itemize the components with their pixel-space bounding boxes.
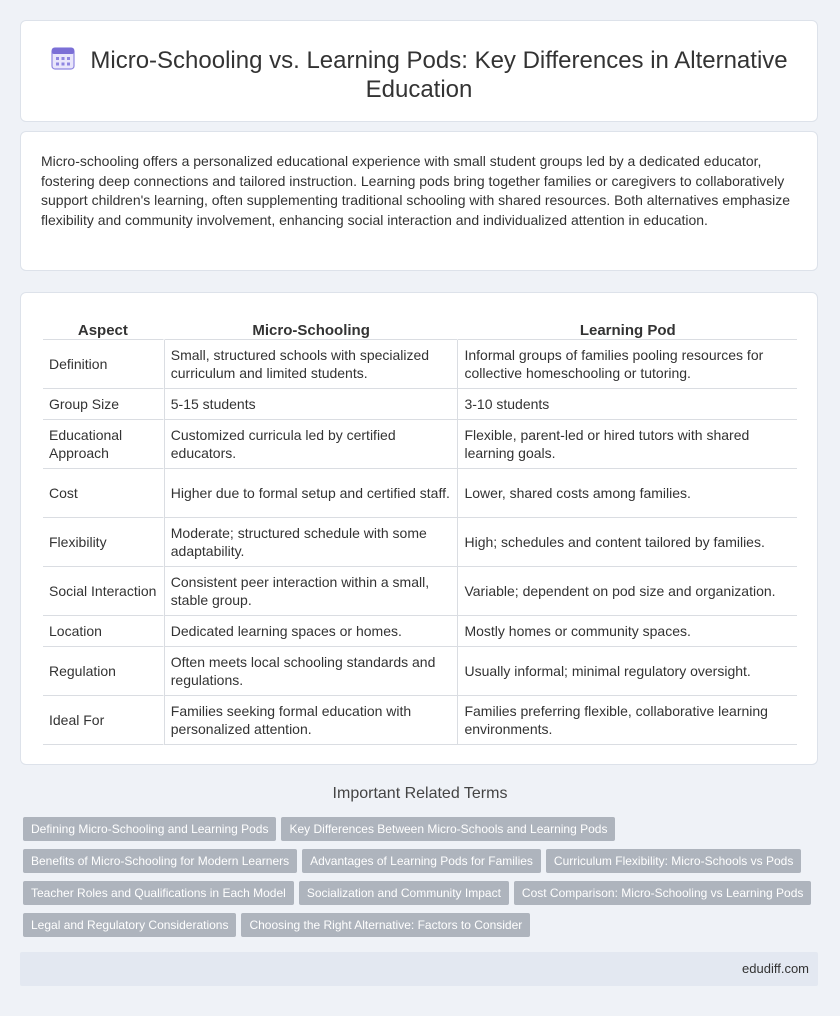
intro-card [20,131,818,271]
cell-aspect: Definition [43,340,164,389]
header-micro-schooling: Micro-Schooling [164,313,458,340]
cell-micro-schooling: Consistent peer interaction within a small, stable group. [164,567,458,616]
table-row [43,469,797,518]
related-terms-title: Important Related Terms [332,785,508,802]
cell-micro-schooling: Moderate; structured schedule with some adaptability. [164,518,458,567]
cell-micro-schooling: 5-15 students [164,389,458,420]
cell-learning-pod: Informal groups of families pooling resources for collective homeschooling or tutoring. [457,340,797,389]
related-term-tag[interactable]: Choosing the Right Alternative: Factors to Consider [241,913,530,937]
related-term-tag[interactable]: Defining Micro-Schooling and Learning Pods [23,817,276,841]
related-term-tag[interactable]: Teacher Roles and Qualifications in Each Model [23,881,294,905]
page-title-wrap [41,45,797,104]
table-header-row [43,313,797,340]
cell-aspect: Cost [43,469,164,518]
calendar-icon [50,45,76,71]
cell-learning-pod: Mostly homes or community spaces. [457,616,797,647]
cell-aspect: Flexibility [43,518,164,567]
cell-learning-pod: Lower, shared costs among families. [457,469,797,518]
table-row [43,567,797,616]
table-row [43,389,797,420]
cell-micro-schooling: Small, structured schools with specialized curriculum and limited students. [164,340,458,389]
page-title: Micro-Schooling vs. Learning Pods: Key Differences in Alternative Education [90,47,788,103]
cell-learning-pod: Flexible, parent-led or hired tutors with shared learning goals. [457,420,797,469]
cell-aspect: Regulation [43,647,164,696]
table-row [43,420,797,469]
cell-aspect: Social Interaction [43,567,164,616]
comparison-card [20,292,818,765]
table-row [43,340,797,389]
related-term-tag[interactable]: Socialization and Community Impact [299,881,509,905]
cell-learning-pod: Usually informal; minimal regulatory oversight. [457,647,797,696]
header-learning-pod: Learning Pod [457,313,797,340]
related-term-tag[interactable]: Advantages of Learning Pods for Families [302,849,541,873]
cell-micro-schooling: Families seeking formal education with personalized attention. [164,696,458,745]
cell-micro-schooling: Higher due to formal setup and certified staff. [164,469,458,518]
cell-learning-pod: Families preferring flexible, collaborative learning environments. [457,696,797,745]
footer [20,952,818,986]
intro-text: Micro-schooling offers a personalized educational experience with small student groups led by a dedicated educator, fostering deep connections and tailored instruction. Learning pods bring together families or caregivers to collaboratively support children's learning, often supplementing traditional schooling with shared resources. Both alternatives emphasize flexibility and community involvement, enhancing social interaction and individualized attention in education. [41,153,790,228]
header-aspect: Aspect [43,313,164,340]
related-term-tag[interactable]: Legal and Regulatory Considerations [23,913,236,937]
table-row [43,647,797,696]
related-term-tag[interactable]: Key Differences Between Micro-Schools and Learning Pods [281,817,615,841]
table-row [43,616,797,647]
related-term-tag[interactable]: Curriculum Flexibility: Micro-Schools vs Pods [546,849,801,873]
cell-micro-schooling: Customized curricula led by certified educators. [164,420,458,469]
cell-micro-schooling: Often meets local schooling standards and regulations. [164,647,458,696]
table-row [43,696,797,745]
table-row [43,518,797,567]
cell-learning-pod: Variable; dependent on pod size and organization. [457,567,797,616]
cell-learning-pod: High; schedules and content tailored by families. [457,518,797,567]
cell-aspect: Location [43,616,164,647]
cell-micro-schooling: Dedicated learning spaces or homes. [164,616,458,647]
related-terms-list [23,817,823,945]
footer-site-link[interactable]: edudiff.com [742,961,809,976]
header-card [20,20,818,122]
cell-aspect: Educational Approach [43,420,164,469]
comparison-table [43,313,797,745]
cell-aspect: Group Size [43,389,164,420]
related-term-tag[interactable]: Cost Comparison: Micro-Schooling vs Learning Pods [514,881,811,905]
cell-aspect: Ideal For [43,696,164,745]
related-term-tag[interactable]: Benefits of Micro-Schooling for Modern Learners [23,849,297,873]
cell-learning-pod: 3-10 students [457,389,797,420]
